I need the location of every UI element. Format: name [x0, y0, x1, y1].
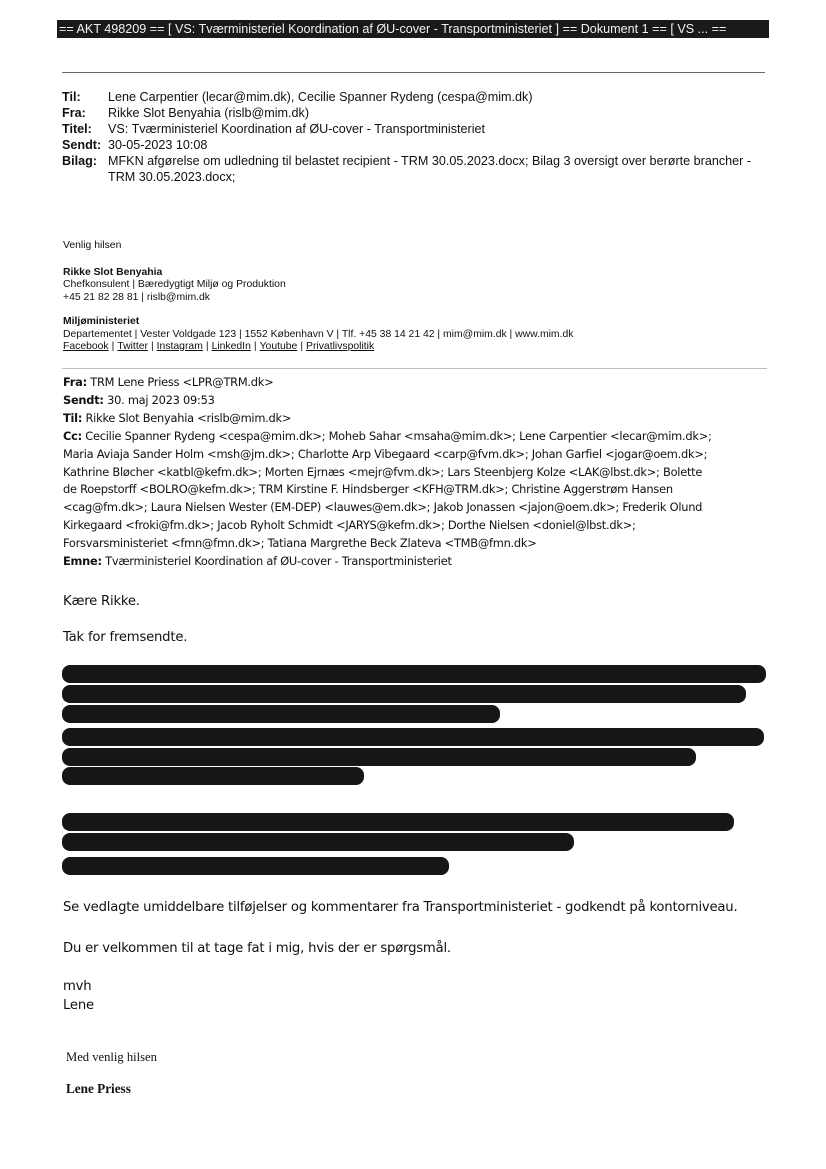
body-attached-paragraph: Se vedlagte umiddelbare tilføjelser og kommentarer fra Transportministeriet - godkendt på kontorniveau. [63, 900, 738, 915]
body-sign-name: Lene [63, 998, 94, 1013]
header-attach-row [62, 153, 762, 185]
body-welcome-paragraph: Du er velkommen til at tage fat i mig, hvis der er spørgsmål. [63, 941, 451, 956]
fwd-cc-line: Maria Aviaja Sander Holm <msh@jm.dk>; Charlotte Arp Vibegaard <carp@fvm.dk>; Johan Garfiel <jogar@oem.dk>; [63, 446, 708, 461]
fwd-cc-line: Forsvarsministeriet <fmn@fmn.dk>; Tatiana Margrethe Beck Zlateva <TMB@fmn.dk> [63, 536, 537, 551]
redaction-bar [62, 728, 764, 746]
header-divider [62, 72, 765, 73]
header-to-row [62, 89, 762, 105]
header-title-label: Titel: [62, 122, 92, 136]
fwd-cc-label: Cc: [63, 428, 82, 443]
header-sent-row [62, 137, 762, 153]
redaction-bar [62, 833, 574, 851]
redaction-bar [62, 665, 766, 683]
link-linkedin[interactable]: LinkedIn [211, 341, 251, 352]
fwd-sent-row [63, 392, 768, 410]
link-youtube[interactable]: Youtube [259, 341, 298, 352]
signature-role: Chefkonsulent | Bæredygtigt Miljø og Produktion [63, 279, 286, 290]
fwd-to-value: Rikke Slot Benyahia <rislb@mim.dk> [85, 410, 292, 425]
redaction-bar [62, 813, 734, 831]
fwd-sent-label: Sendt: [63, 392, 104, 407]
signature-org: Miljøministeriet [63, 316, 140, 327]
document-banner: == AKT 498209 == [ VS: Tværministeriel Koordination af ØU-cover - Transportministeriet ] == Dokument 1 == [ VS ... == [57, 20, 769, 38]
fwd-cc-value: Cecilie Spanner Rydeng <cespa@mim.dk>; Moheb Sahar <msaha@mim.dk>; Lene Carpentier <lecar@mim.dk>; [85, 428, 712, 443]
link-privacy[interactable]: Privatlivspolitik [306, 341, 375, 352]
redaction-bar [62, 748, 696, 766]
closing-greeting: Med venlig hilsen [66, 1050, 157, 1064]
body-thanks: Tak for fremsendte. [63, 630, 188, 645]
signature-address: Departementet | Vester Voldgade 123 | 1552 København V | Tlf. +45 38 14 21 42 | mim@mim.dk | www.mim.dk [63, 328, 574, 340]
fwd-from-label: Fra: [63, 375, 87, 389]
fwd-cc-line: <cag@fm.dk>; Laura Nielsen Wester (EM-DEP) <lauwes@em.dk>; Jakob Jonassen <jajon@oem.dk>; Frederik Olund [63, 500, 703, 515]
header-attach-value: MFKN afgørelse om udledning til belastet recipient - TRM 30.05.2023.docx; Bilag 3 oversigt over berørte brancher - TRM 30.05.2023.docx; [108, 154, 752, 184]
fwd-cc-line: Kathrine Bløcher <katbl@kefm.dk>; Morten Ejrnæs <mejr@fvm.dk>; Lars Steenbjerg Kolze <LAK@lbst.dk>; Bolette [63, 464, 703, 479]
fwd-cc-line: de Roepstorff <BOLRO@kefm.dk>; TRM Kirstine F. Hindsberger <KFH@TRM.dk>; Christine Aggerstrøm Hansen [63, 482, 673, 497]
header-title-value: VS: Tværministeriel Koordination af ØU-cover - Transportministeriet [108, 122, 486, 136]
header-sent-value: 30-05-2023 10:08 [108, 138, 208, 152]
link-facebook[interactable]: Facebook [63, 341, 109, 352]
header-sent-label: Sendt: [62, 138, 102, 152]
body-salutation: Kære Rikke. [63, 594, 140, 609]
fwd-from-value: TRM Lene Priess <LPR@TRM.dk> [90, 375, 274, 389]
header-from-label: Fra: [62, 106, 86, 120]
redaction-bar [62, 705, 500, 723]
fwd-to-label: Til: [63, 410, 83, 425]
header-to-value: Lene Carpentier (lecar@mim.dk), Cecilie Spanner Rydeng (cespa@mim.dk) [108, 90, 533, 104]
fwd-to-row [63, 410, 768, 428]
closing-name: Lene Priess [66, 1081, 131, 1096]
fwd-sent-value: 30. maj 2023 09:53 [107, 392, 215, 407]
link-twitter[interactable]: Twitter [117, 341, 148, 352]
redaction-bar [62, 685, 746, 703]
forwarded-header [63, 374, 768, 571]
redaction-bar [62, 767, 364, 785]
signature-links: Facebook | Twitter | Instagram | LinkedIn | Youtube | Privatlivspolitik [63, 341, 375, 352]
header-title-row [62, 121, 762, 137]
fwd-cc-line [63, 428, 768, 446]
fwd-subject-row [63, 553, 768, 571]
fwd-cc-line: Kirkegaard <froki@fm.dk>; Jacob Ryholt Schmidt <JARYS@kefm.dk>; Dorthe Nielsen <doniel@lbst.dk>; [63, 518, 636, 533]
email-header [62, 89, 762, 185]
fwd-subject-value: Tværministeriel Koordination af ØU-cover - Transportministeriet [105, 554, 452, 569]
header-attach-label: Bilag: [62, 154, 97, 168]
body-sign-short: mvh [63, 979, 92, 994]
link-instagram[interactable]: Instagram [156, 341, 203, 352]
header-to-label: Til: [62, 90, 81, 104]
fwd-from-row [63, 374, 768, 392]
header-from-value: Rikke Slot Benyahia (rislb@mim.dk) [108, 106, 310, 120]
signature-contact: +45 21 82 28 81 | rislb@mim.dk [63, 291, 210, 303]
signature-divider [62, 368, 767, 369]
fwd-subject-label: Emne: [63, 554, 102, 569]
redaction-bar [62, 857, 449, 875]
header-from-row [62, 105, 762, 121]
signature-block [63, 240, 753, 354]
signature-name: Rikke Slot Benyahia [63, 266, 163, 278]
signature-greeting: Venlig hilsen [63, 240, 122, 251]
